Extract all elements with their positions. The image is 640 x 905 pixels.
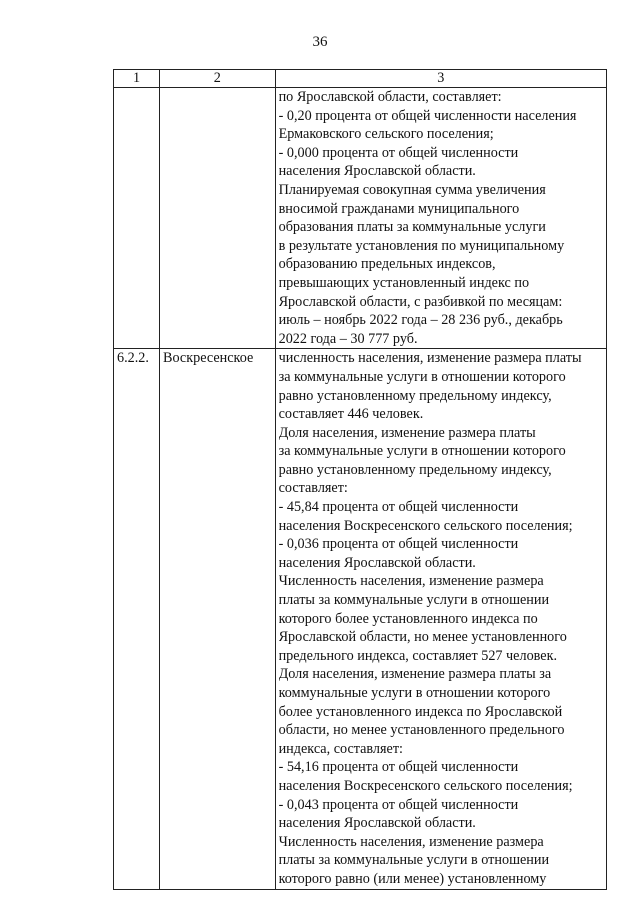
text-line: июль – ноябрь 2022 года – 28 236 руб., декабрь [278, 312, 563, 329]
text-line: Численность населения, изменение размера [278, 573, 544, 590]
column-header-2: 2 [160, 70, 276, 88]
text-line: численность населения, изменение размера платы [278, 350, 582, 367]
text-line: населения Воскресенского сельского поселения; [278, 777, 573, 794]
text-line: индекса, составляет: [278, 740, 403, 757]
text-line: платы за коммунальные услуги в отношении [278, 852, 550, 869]
text-line: Доля населения, изменение размера платы за [278, 666, 552, 683]
text-line: - 0,043 процента от общей численности [278, 796, 519, 813]
text-line: коммунальные услуги в отношении которого [278, 685, 551, 701]
column-header-1: 1 [114, 70, 160, 88]
text-line: вносимой гражданами муниципального [278, 200, 520, 217]
text-line: 2022 года – 30 777 руб. [278, 330, 418, 347]
text-line: составляет 446 человек. [278, 406, 424, 423]
text-line: которого более установленного индекса по [278, 610, 538, 627]
text-line: по Ярославской области, составляет: [278, 89, 502, 105]
text-line: Доля населения, изменение размера платы [278, 424, 536, 441]
description-cell [275, 349, 606, 889]
page-number: 36 [312, 34, 328, 50]
column-header-3: 3 [275, 70, 606, 88]
text-line: в результате установления по муниципальному [278, 237, 565, 254]
text-line: населения Воскресенского сельского поселения; [278, 517, 573, 534]
text-line: за коммунальные услуги в отношении которого [278, 368, 566, 385]
text-line: образованию предельных индексов, [278, 256, 496, 273]
text-line: Ярославской области, с разбивкой по месяцам: [278, 293, 563, 310]
text-line: превышающих установленный индекс по [278, 274, 530, 291]
text-line: населения Ярославской области. [278, 554, 476, 571]
text-line: области, но менее установленного предельного [278, 722, 565, 739]
table-row-continuation [114, 88, 607, 349]
text-line: - 0,20 процента от общей численности населения [278, 107, 577, 124]
text-line: равно установленному предельному индексу, [278, 461, 552, 478]
row-number-cell: 6.2.2. [114, 349, 160, 889]
text-line: населения Ярославской области. [278, 815, 476, 832]
municipality-name-cell [160, 88, 276, 349]
text-line: за коммунальные услуги в отношении которого [278, 443, 566, 460]
municipality-name-cell: Воскресенское [160, 349, 276, 889]
text-line: - 54,16 процента от общей численности [278, 759, 519, 776]
description-cell [275, 88, 606, 349]
text-line: - 0,036 процента от общей численности [278, 536, 519, 553]
document-table [113, 69, 607, 890]
text-line: образования платы за коммунальные услуги [278, 219, 546, 236]
text-line: - 45,84 процента от общей численности [278, 499, 519, 516]
text-line: платы за коммунальные услуги в отношении [278, 592, 550, 609]
text-line: более установленного индекса по Ярославской [278, 703, 563, 720]
text-line: равно установленному предельному индексу, [278, 387, 552, 404]
text-line: Планируемая совокупная сумма увеличения [278, 181, 546, 198]
text-line: Численность населения, изменение размера [278, 833, 544, 850]
row-number-cell [114, 88, 160, 349]
text-line: населения Ярославской области. [278, 163, 476, 180]
text-line: которого равно (или менее) установленному [278, 870, 547, 887]
text-line: - 0,000 процента от общей численности [278, 144, 519, 161]
text-line: Ярославской области, но менее установленного [278, 629, 567, 646]
text-line: Ермаковского сельского поселения; [278, 126, 494, 143]
table-header-row [114, 70, 607, 88]
text-line: составляет: [278, 480, 348, 497]
table-row-6-2-2 [114, 349, 607, 889]
text-line: предельного индекса, составляет 527 человек. [278, 647, 558, 664]
